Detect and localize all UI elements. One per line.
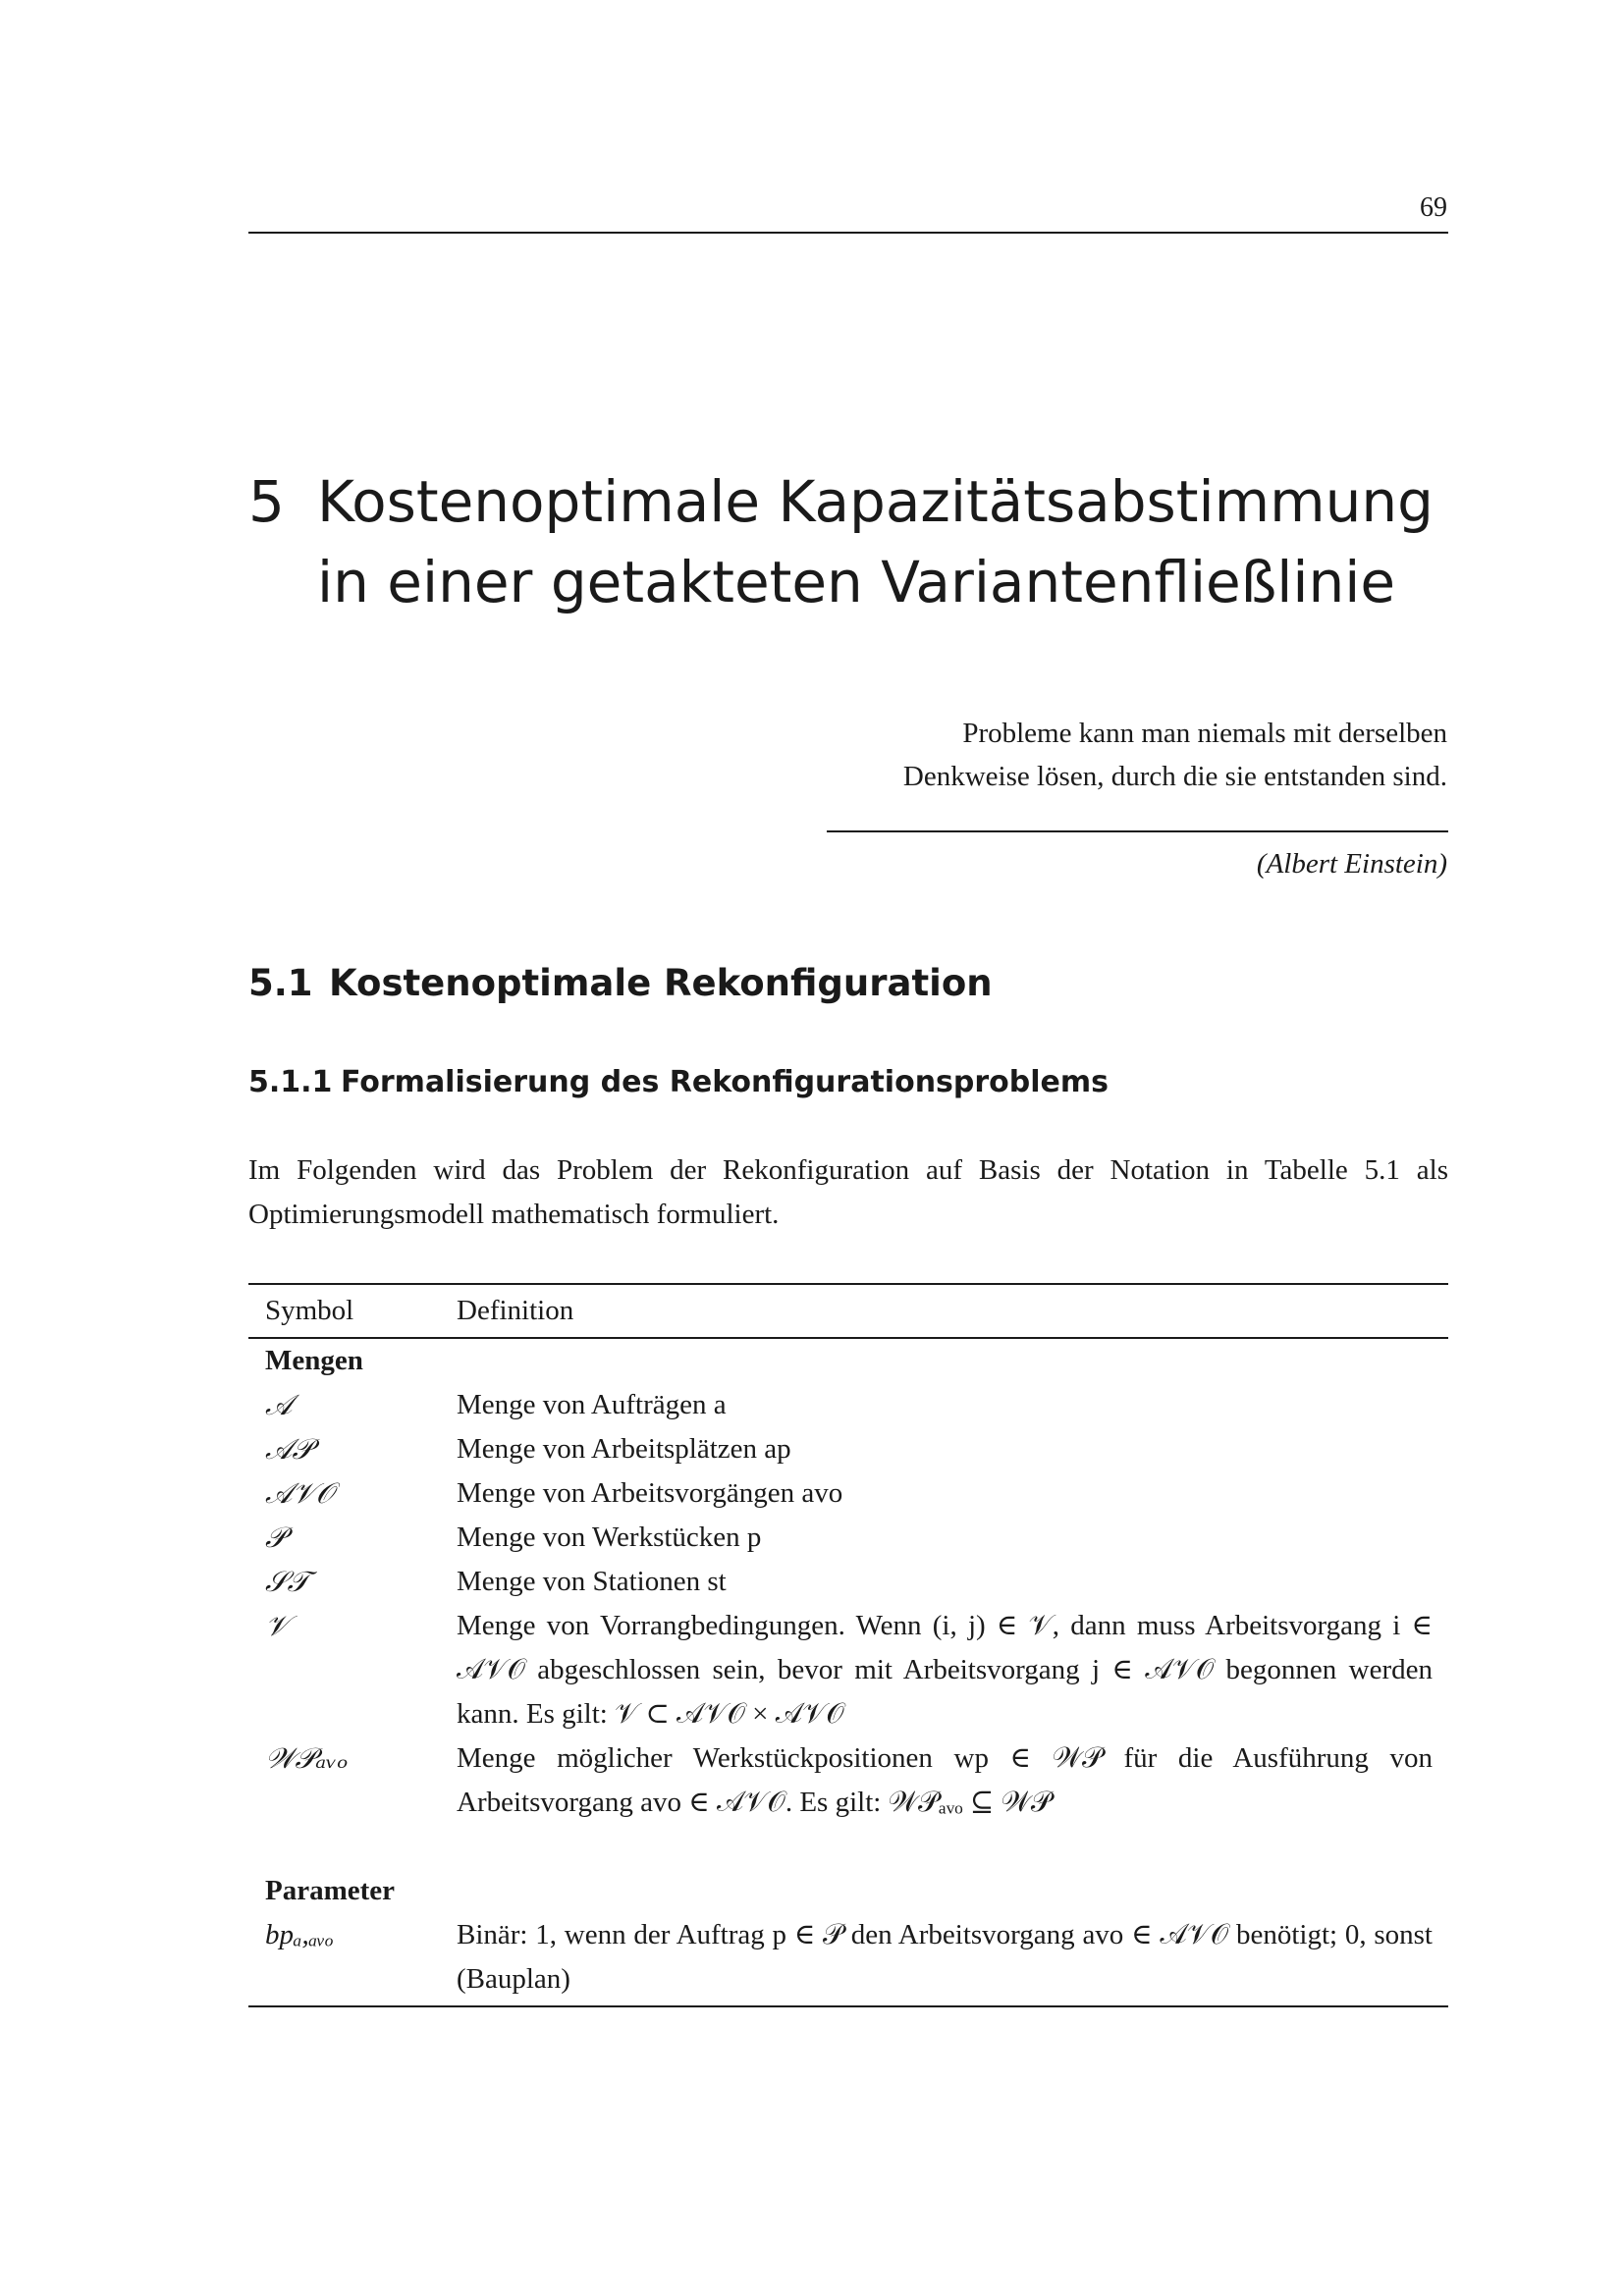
- subsection-title-text: Formalisierung des Rekonfigurationsproblems: [341, 1065, 1110, 1099]
- row-symbol: bpₐ,ₐᵥₒ: [265, 1918, 334, 1950]
- row-definition: Menge von Arbeitsplätzen ap: [457, 1432, 791, 1465]
- row-symbol: 𝒮𝒯: [265, 1564, 309, 1598]
- subsection-number: 5.1.1: [248, 1065, 333, 1099]
- row-symbol: 𝒫: [265, 1520, 286, 1554]
- table-row: [248, 1427, 1448, 1471]
- row-definition: Binär: 1, wenn der Auftrag p ∈ 𝒫 den Arbeitsvorgang avo ∈ 𝒜𝒱𝒪 benötigt; 0, sonst (Bauplan): [457, 1918, 1433, 1995]
- epigraph-line2: Denkweise lösen, durch die sie entstanden sind.: [902, 761, 1447, 792]
- subsection-title: [248, 1065, 1109, 1099]
- table-header-row: [248, 1285, 1448, 1337]
- table-row: [248, 1560, 1448, 1604]
- row-symbol: 𝒲𝒫ₐᵥₒ: [265, 1740, 349, 1775]
- row-symbol: 𝒜: [265, 1387, 293, 1421]
- group-label-sets: Mengen: [265, 1344, 363, 1376]
- notation-table: [248, 1283, 1448, 2007]
- epigraph-rule: [827, 830, 1448, 832]
- row-definition: Menge von Arbeitsvorgängen avo: [457, 1476, 843, 1509]
- table-row: [248, 1471, 1448, 1516]
- group-label-params: Parameter: [265, 1874, 396, 1906]
- table-row: [248, 1516, 1448, 1560]
- table-row: [248, 1383, 1448, 1427]
- row-definition: Menge von Vorrangbedingungen. Wenn (i, j) ∈ 𝒱, dann muss Arbeitsvorgang i ∈ 𝒜𝒱𝒪 abgeschlossen sein, bevor mit Arbeitsvorgang j ∈ 𝒜𝒱𝒪 begonnen werden kann. Es gilt: 𝒱 ⊂ 𝒜𝒱𝒪 × 𝒜𝒱𝒪: [457, 1609, 1433, 1730]
- row-definition: Menge von Aufträgen a: [457, 1388, 727, 1420]
- chapter-title-line2: in einer getakteten Variantenfließlinie: [317, 549, 1396, 615]
- table-row: [248, 1736, 1448, 1825]
- row-symbol: 𝒱: [265, 1608, 290, 1642]
- section-number: 5.1: [248, 962, 313, 1004]
- epigraph: [701, 712, 1447, 798]
- group-spacer: [248, 1825, 1448, 1869]
- row-definition: Menge von Werkstücken p: [457, 1521, 762, 1553]
- row-definition: Menge möglicher Werkstückpositionen wp ∈ 𝒲𝒫 für die Ausführung von Arbeitsvorgang avo ∈ 𝒜𝒱𝒪. Es gilt: 𝒲𝒫ₐᵥₒ ⊆ 𝒲𝒫: [457, 1741, 1433, 1818]
- row-symbol: 𝒜𝒫: [265, 1431, 313, 1466]
- chapter-title-line1: Kostenoptimale Kapazitätsabstimmung: [317, 468, 1434, 535]
- row-symbol: 𝒜𝒱𝒪: [265, 1475, 334, 1510]
- chapter-title: [248, 461, 1476, 622]
- table-bottom-rule: [248, 2005, 1448, 2007]
- epigraph-author: (Albert Einstein): [1256, 848, 1447, 880]
- epigraph-line1: Probleme kann man niemals mit derselben: [962, 718, 1447, 749]
- table-row: [248, 1913, 1448, 2002]
- intro-paragraph: Im Folgenden wird das Problem der Rekonfiguration auf Basis der Notation in Tabelle 5.1 als Optimierungsmodell mathematisch formuliert.: [248, 1154, 1448, 1230]
- section-title: [248, 962, 993, 1004]
- header-definition: Definition: [457, 1295, 574, 1326]
- row-definition: Menge von Stationen st: [457, 1565, 727, 1597]
- header-rule: [248, 232, 1448, 234]
- page-number: 69: [1420, 192, 1447, 223]
- table-row: [248, 1604, 1448, 1736]
- section-title-text: Kostenoptimale Rekonfiguration: [329, 962, 993, 1004]
- chapter-number: 5: [248, 468, 285, 535]
- header-symbol: Symbol: [265, 1295, 354, 1326]
